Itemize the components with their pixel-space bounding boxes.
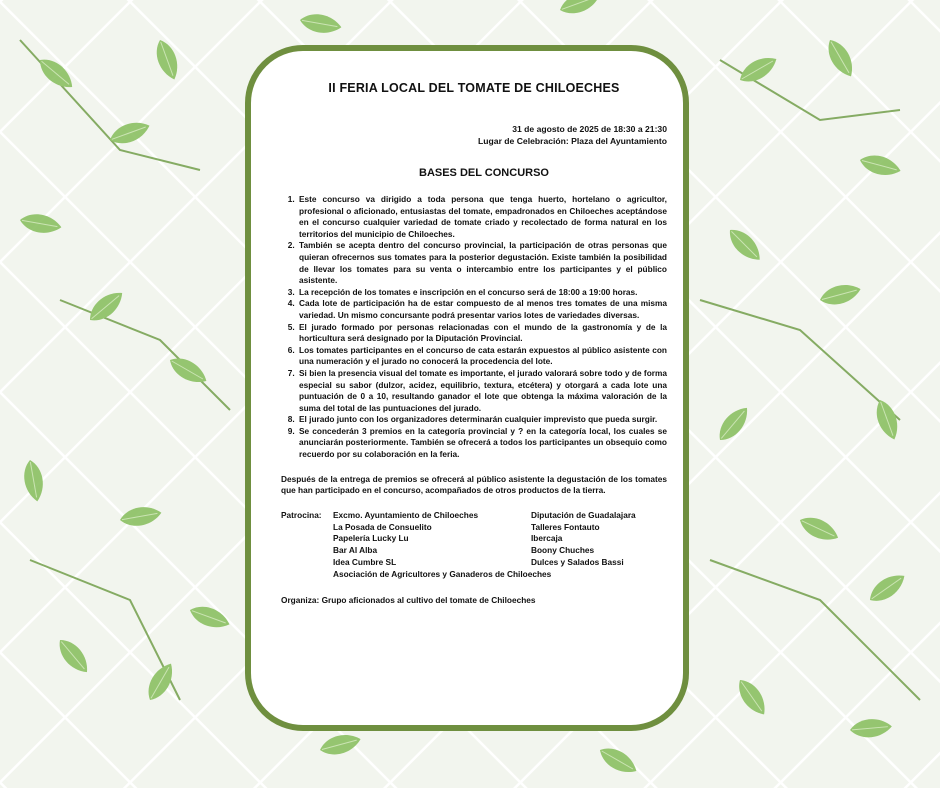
event-venue: Lugar de Celebración: Plaza del Ayuntamiento [478, 136, 667, 146]
sponsor-item: Talleres Fontauto [531, 521, 600, 532]
page-title: II FERIA LOCAL DEL TOMATE DE CHILOECHES [328, 81, 620, 95]
sponsor-item: Boony Chuches [531, 545, 595, 556]
rule-item: 2. También se acepta dentro del concurso provincial, la participación de otras personas que quieran ofrecernos sus tomates para la posterior degustación. Existe también la posibilidad de llevar los tomates para su venta o intercambio entre los participantes y el público asistente. [297, 240, 667, 286]
organizer-line: Organiza: Grupo aficionados al cultivo del tomate de Chiloeches [281, 594, 536, 605]
rule-item: 3. La recepción de los tomates e inscripción en el concurso será de 18:00 a 19:00 horas. [297, 287, 667, 299]
rules-card [245, 45, 689, 731]
sponsor-item: Idea Cumbre SL [333, 557, 397, 568]
card-content [281, 81, 667, 605]
sponsor-item: La Posada de Consuelito [333, 521, 432, 532]
sponsor-item: Papelería Lucky Lu [333, 533, 409, 544]
event-date-time: 31 de agosto de 2025 de 18:30 a 21:30 [512, 124, 667, 134]
event-info [281, 123, 667, 147]
closing-paragraph: Después de la entrega de premios se ofrecerá al público asistente la degustación de los tomates que han participado en el concurso, acompañados de otros productos de la tierra. [281, 473, 667, 496]
sponsor-item: Ibercaja [531, 533, 563, 544]
rule-item: 1. Este concurso va dirigido a toda persona que tenga huerto, hortelano o agricultor, profesional o aficionado, entusiastas del tomate, empadronados en Chiloeches aceptándose en el concurso cualquier variedad de tomate criado y recolectado de forma natural en los territorios del municipio de Chiloeches. [297, 194, 667, 240]
sponsor-item: Excmo. Ayuntamiento de Chiloeches [333, 509, 479, 520]
rule-item: 6. Los tomates participantes en el concurso de cata estarán expuestos al público asistente con una numeración y el jurado no conocerá la procedencia del lote. [297, 345, 667, 368]
rule-item: 7. Si bien la presencia visual del tomate es importante, el jurado valorará sobre todo y de forma especial su sabor (dulzor, acidez, equilibrio, textura, etcétera) y otorgará a cada lote una puntuación de 0 a 10, resultando ganador el lote que obtenga la máxima valoración de la suma del total de las puntuaciones del jurado. [297, 368, 667, 414]
sponsors-block [281, 510, 667, 581]
sponsors-label: Patrocina: [281, 509, 322, 520]
rule-item: 5. El jurado formado por personas relacionadas con el mundo de la gastronomía y de la horticultura será designado por la Diputación Provincial. [297, 322, 667, 345]
sponsor-item: Bar Al Alba [333, 545, 378, 556]
section-heading: BASES DEL CONCURSO [419, 167, 549, 179]
rule-item: 9. Se concederán 3 premios en la categoría provincial y ? en la categoría local, los cuales se anunciarán posteriormente. También se ofrecerá a todos los participantes un obsequio como recuerdo por su colaboración en la feria. [297, 426, 667, 461]
rule-item: 4. Cada lote de participación ha de estar compuesto de al menos tres tomates de una misma variedad. Un mismo concursante podrá presentar varios lotes de variedades diversas. [297, 298, 667, 321]
sponsor-item: Diputación de Guadalajara [531, 509, 636, 520]
sponsor-item: Dulces y Salados Bassi [531, 557, 624, 568]
rule-item: 8. El jurado junto con los organizadores determinarán cualquier imprevisto que pueda surgir. [297, 414, 667, 426]
sponsor-item: Asociación de Agricultores y Ganaderos de Chiloeches [333, 568, 552, 579]
rules-list [281, 194, 667, 461]
